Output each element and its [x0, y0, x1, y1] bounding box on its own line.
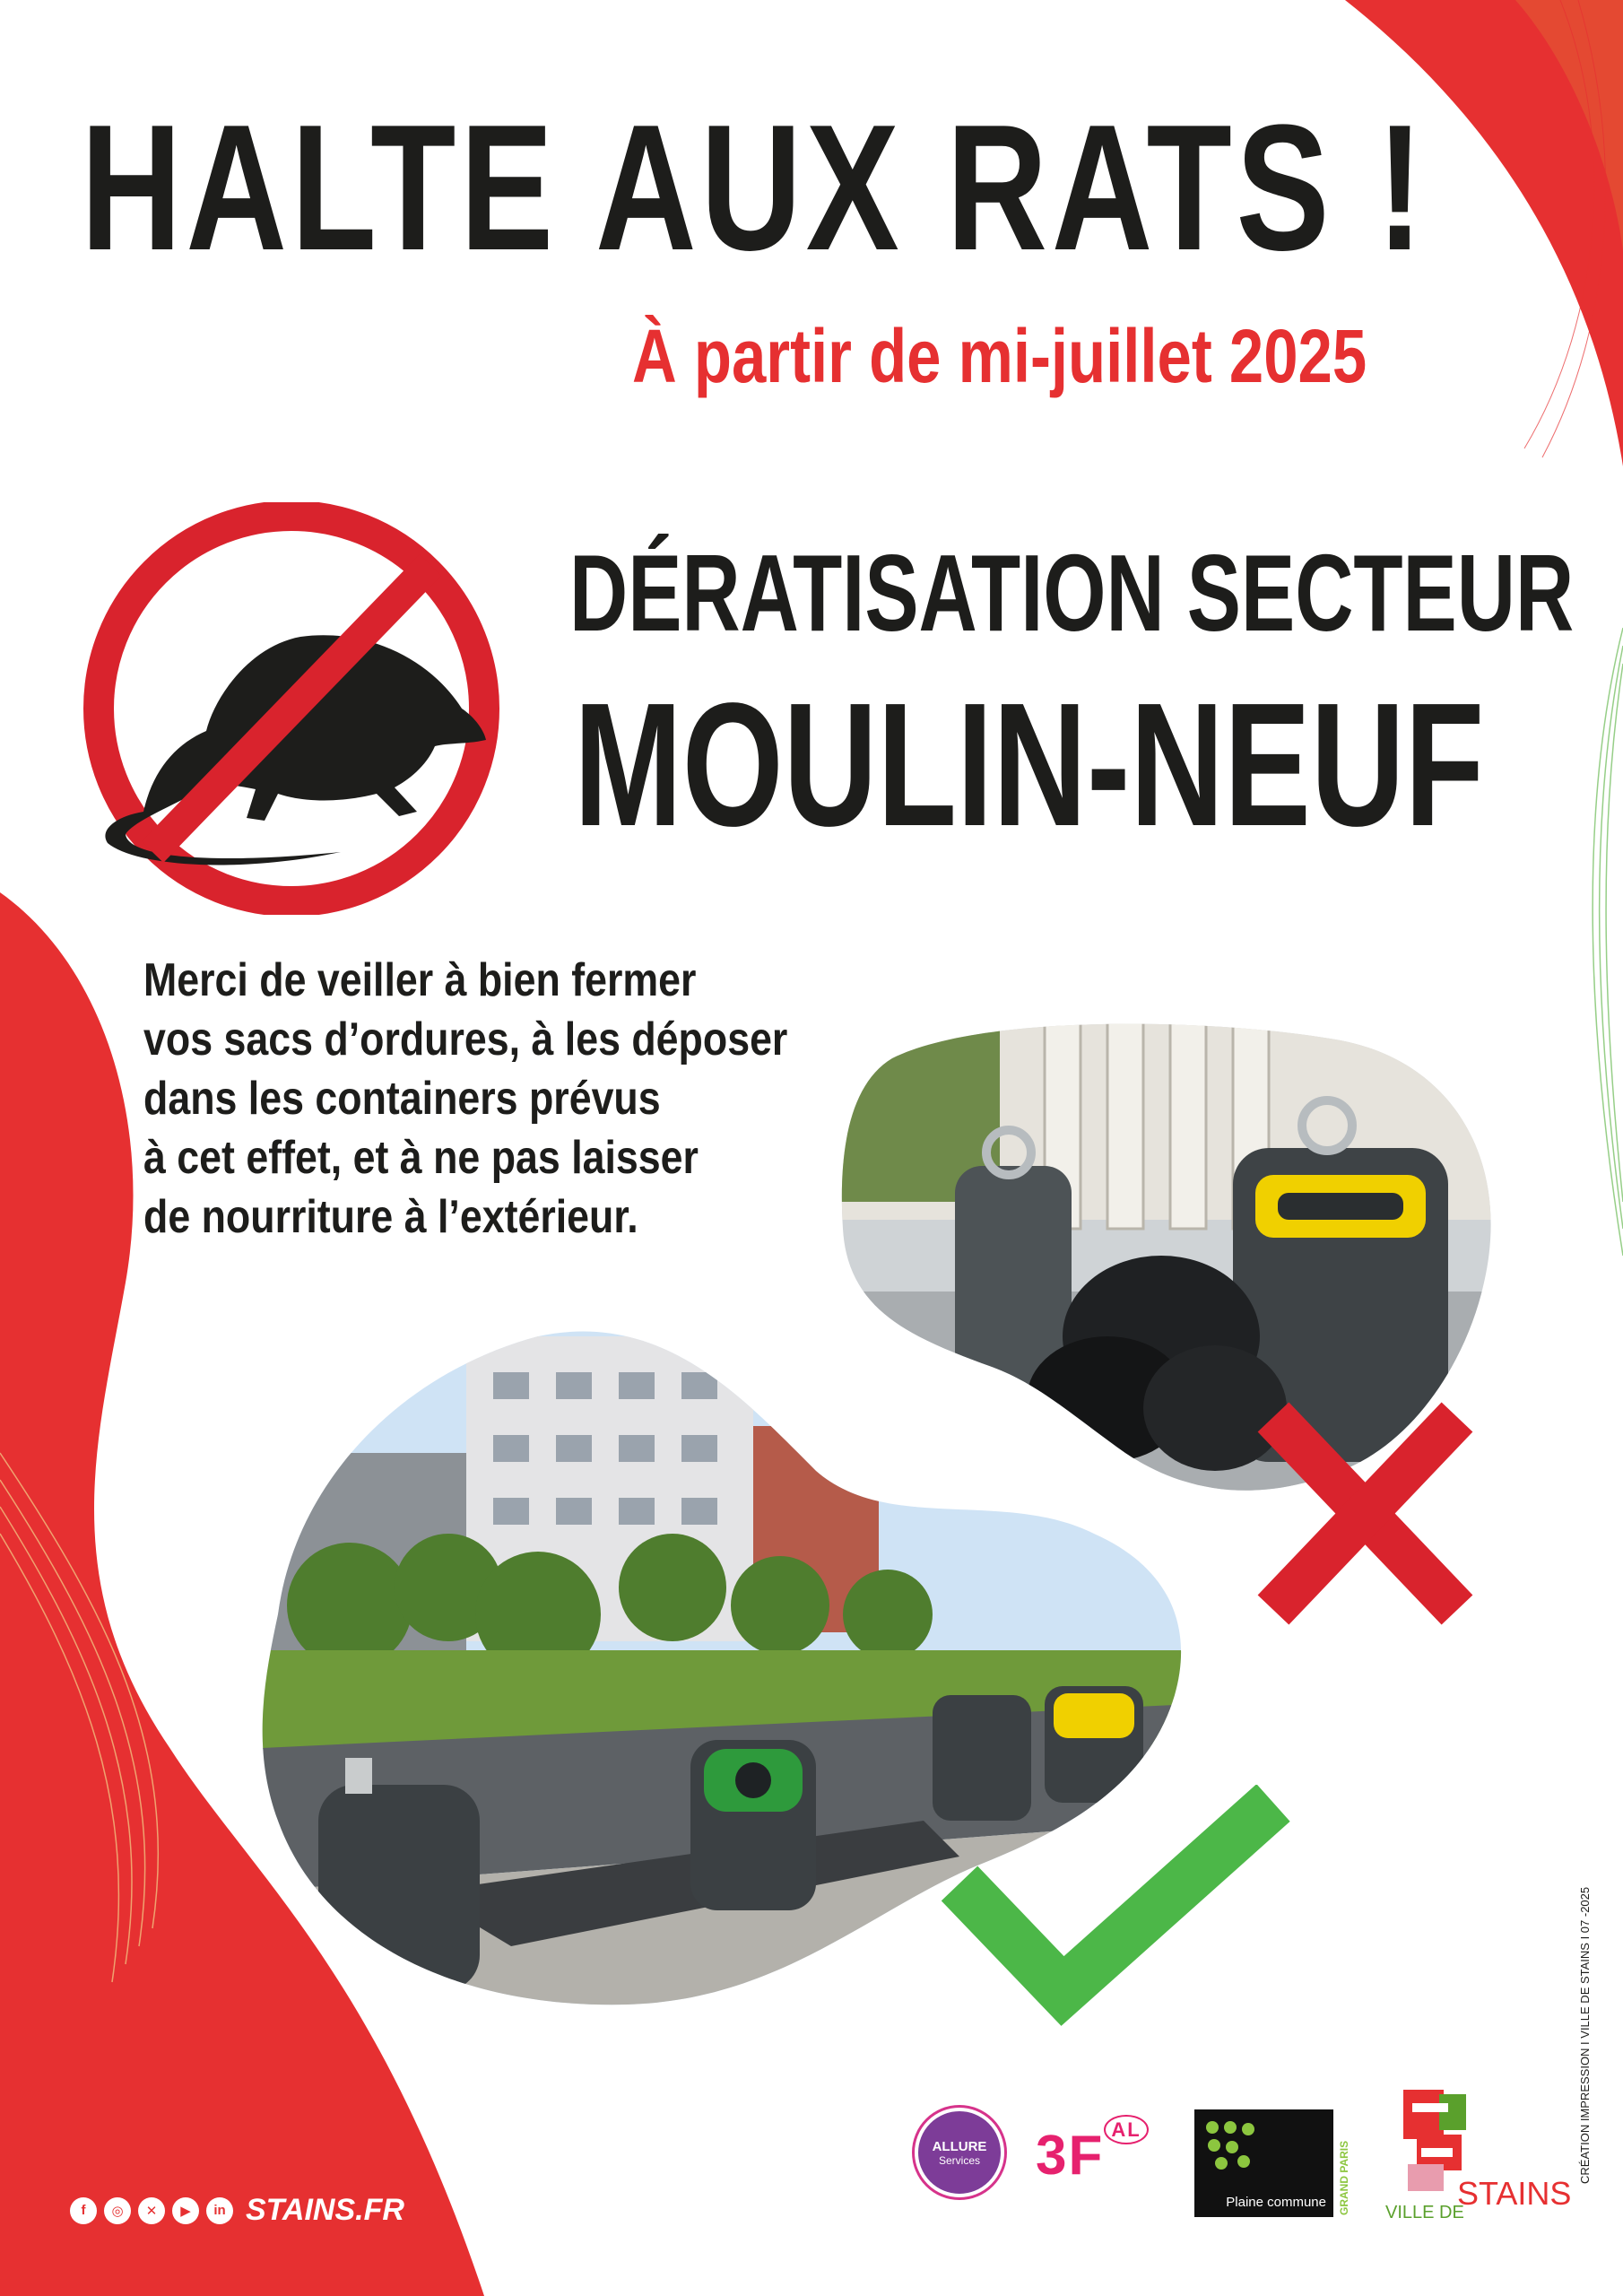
instagram-icon[interactable]: ◎ — [104, 2197, 131, 2224]
notice-text — [143, 951, 788, 1247]
stains-ville-de: VILLE DE — [1385, 2203, 1464, 2222]
linkedin-icon[interactable]: in — [206, 2197, 233, 2224]
notice-line: dans les containers prévus — [143, 1073, 661, 1125]
3f-name: 3F — [1036, 2125, 1105, 2187]
plaine-commune-name: Plaine commune — [1226, 2195, 1326, 2210]
allure-sub: Services — [938, 2153, 980, 2167]
x-icon[interactable]: ✕ — [138, 2197, 165, 2224]
plaine-commune-logo — [1194, 2109, 1333, 2217]
page-title: HALTE AUX RATS ! — [81, 88, 1428, 288]
website-link[interactable]: STAINS.FR — [246, 2193, 404, 2227]
facebook-icon[interactable]: f — [70, 2197, 97, 2224]
grand-paris-label: GRAND PARIS — [1338, 2140, 1350, 2215]
print-credit: CRÉATION IMPRESSION I VILLE DE STAINS I 07 -2025 — [1578, 1886, 1592, 2184]
no-rats-sign-icon — [72, 502, 511, 915]
3f-badge: AL — [1104, 2115, 1148, 2144]
sector-heading: DÉRATISATION SECTEUR — [569, 532, 1575, 654]
notice-line: à cet effet, et à ne pas laisser — [143, 1132, 699, 1184]
sector-name: MOULIN-NEUF — [574, 666, 1485, 863]
wrong-cross-icon — [1251, 1395, 1480, 1632]
allure-services-logo — [915, 2108, 1004, 2197]
stains-name: STAINS — [1457, 2175, 1572, 2212]
youtube-icon[interactable]: ▶ — [172, 2197, 199, 2224]
allure-name: ALLURE — [932, 2138, 987, 2154]
date-subtitle: À partir de mi-juillet 2025 — [632, 314, 1367, 398]
3f-logo — [1036, 2118, 1149, 2187]
plaine-commune-mark-icon — [1203, 2118, 1266, 2172]
notice-line: vos sacs d’ordures, à les déposer — [143, 1013, 788, 1065]
social-links — [70, 2193, 404, 2228]
notice-line: Merci de veiller à bien fermer — [143, 954, 697, 1006]
notice-line: de nourriture à l’extérieur. — [143, 1191, 638, 1243]
correct-check-icon — [933, 1785, 1300, 2045]
